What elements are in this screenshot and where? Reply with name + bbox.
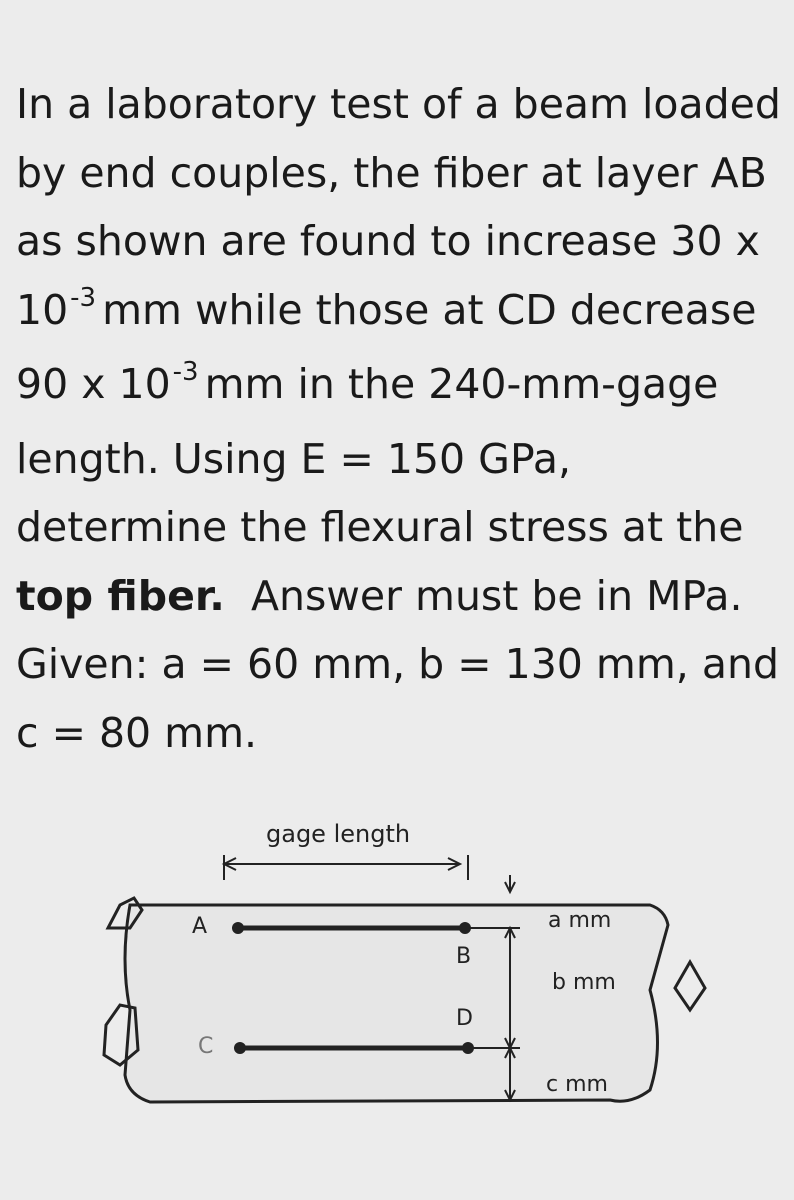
label-D: D <box>456 1006 473 1031</box>
label-a-mm: a mm <box>548 908 612 933</box>
problem-line-6: length. Using E = 150 GPa, <box>16 434 571 483</box>
line4-rest: mm while those at CD decrease <box>102 285 757 334</box>
label-c-mm: c mm <box>546 1072 608 1097</box>
problem-line-9: Given: a = 60 mm, b = 130 mm, and <box>16 640 779 688</box>
label-A: A <box>192 914 208 939</box>
line5-exponent: -3 <box>172 357 199 387</box>
problem-line-8 <box>16 562 786 631</box>
label-C: C <box>198 1034 214 1059</box>
problem-line-3: as shown are found to increase 30 x <box>16 217 760 265</box>
problem-line-2: by end couples, the fiber at layer AB <box>16 148 767 197</box>
label-b-mm: b mm <box>552 970 616 995</box>
line8-bold: top fiber. <box>16 571 225 620</box>
gage-length-label: gage length <box>266 820 411 848</box>
problem-line-10: c = 80 mm. <box>16 708 258 757</box>
line5-rest: mm in the 240-mm-gage <box>204 360 719 408</box>
problem-line-1: In a laboratory test of a beam loaded <box>16 80 781 128</box>
beam-figure <box>90 810 710 1150</box>
line8-rest: Answer must be in MPa. <box>250 571 743 620</box>
problem-statement <box>16 70 786 767</box>
line4-base: 10 <box>16 285 69 334</box>
line5-base: 90 x 10 <box>16 360 171 408</box>
right-couple <box>675 962 705 1010</box>
line4-exponent: -3 <box>70 282 97 313</box>
problem-line-4 <box>16 276 786 351</box>
beam-drawing <box>90 810 710 1150</box>
problem-line-5 <box>16 350 786 425</box>
problem-line-7: determine the flexural stress at the <box>16 503 744 551</box>
label-B: B <box>456 944 472 969</box>
